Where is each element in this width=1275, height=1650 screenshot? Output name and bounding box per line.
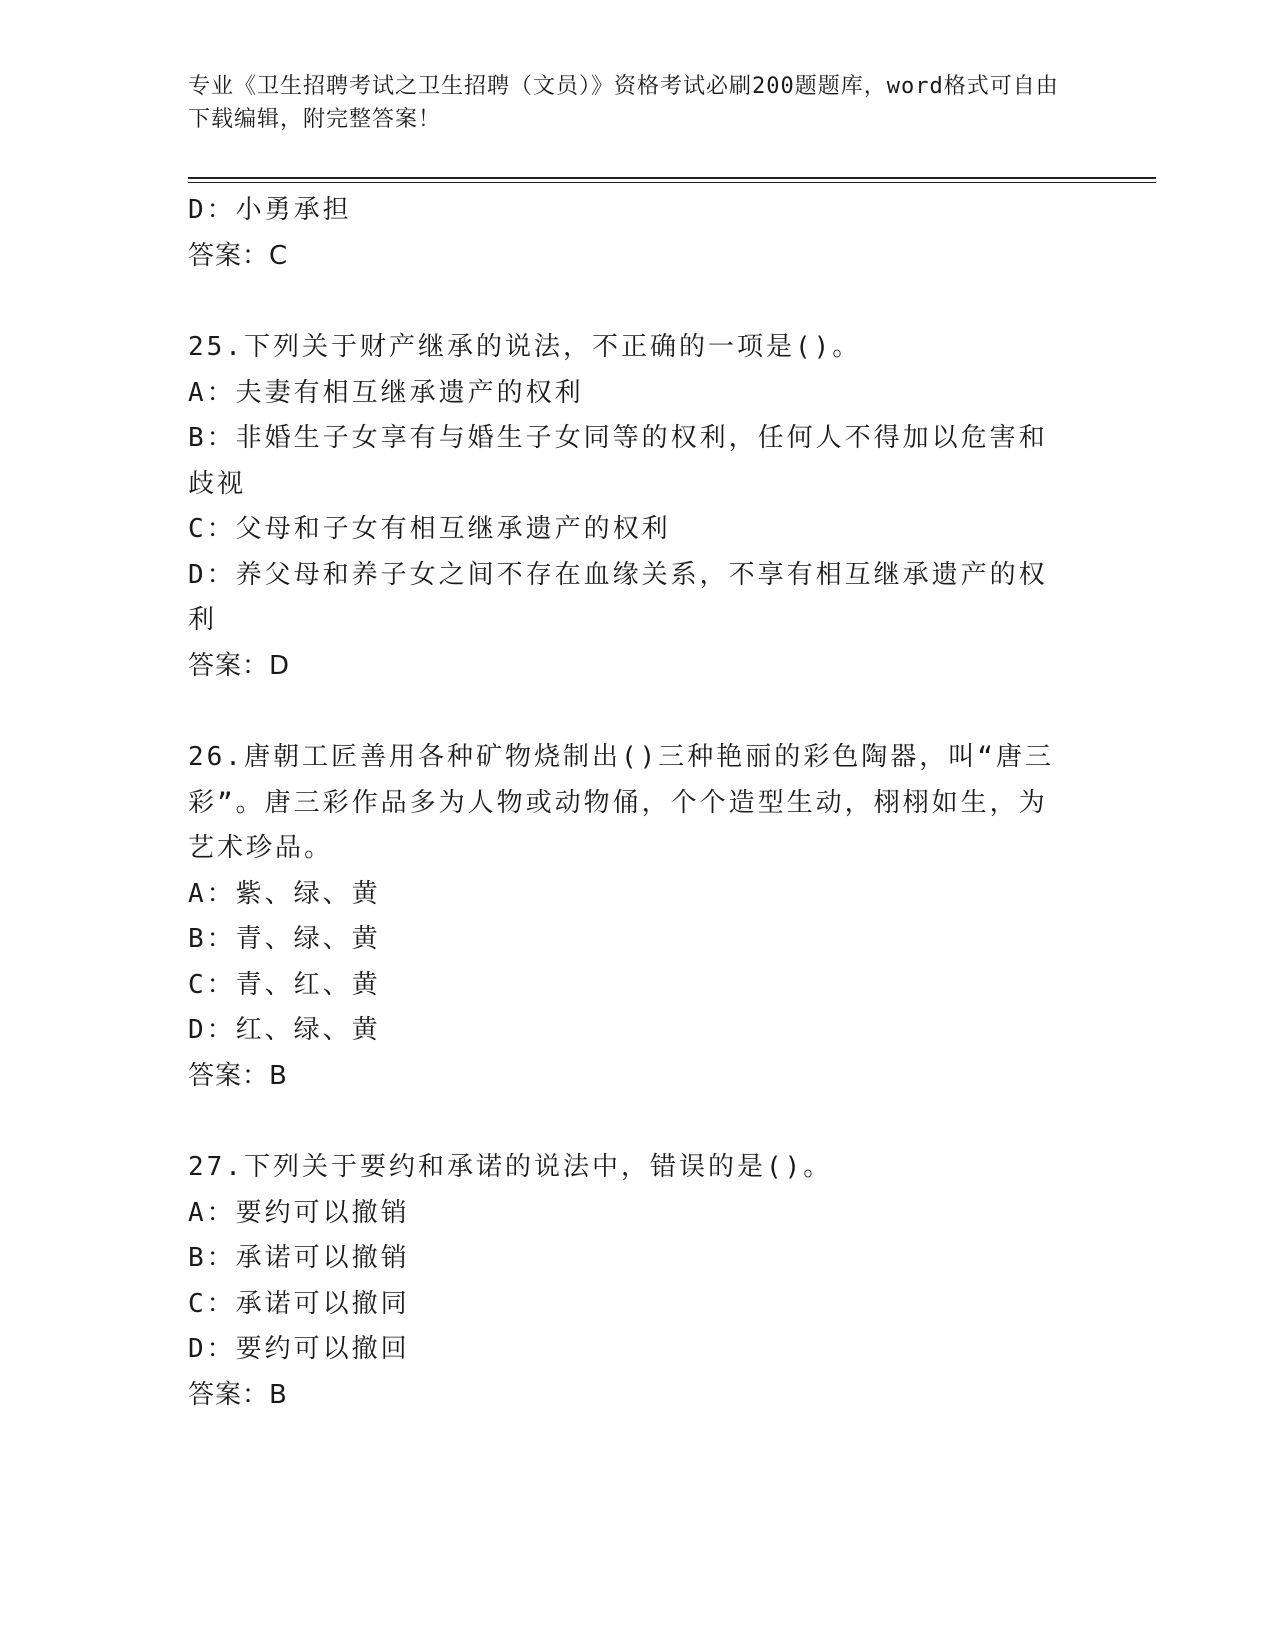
- option-a: A：紫、绿、黄: [188, 878, 381, 909]
- question-stem: 26.唐朝工匠善用各种矿物烧制出()三种艳丽的彩色陶器，叫“唐三彩”。唐三彩作品多为人物或动物俑，个个造型生动，栩栩如生，为艺术珍品。: [188, 742, 1054, 863]
- option-b: B：非婚生子女享有与婚生子女同等的权利，任何人不得加以危害和歧视: [188, 423, 1048, 499]
- question-stem: 25.下列关于财产继承的说法，不正确的一项是()。: [188, 332, 862, 362]
- option-c: C：青、红、黄: [188, 969, 381, 1000]
- header-divider-thin: [188, 182, 1156, 183]
- question-27: [188, 1145, 1068, 1418]
- answer-line: 答案：D: [188, 650, 291, 681]
- question-26: [188, 735, 1068, 1099]
- option-a: A：夫妻有相互继承遗产的权利: [188, 377, 584, 408]
- answer-line: 答案：B: [188, 1379, 288, 1410]
- option-d: D：养父母和养子女之间不存在血缘关系，不享有相互继承遗产的权利: [188, 559, 1048, 635]
- option-a: A：要约可以撤销: [188, 1197, 410, 1228]
- spacer: [188, 689, 1068, 735]
- question-stem: 27.下列关于要约和承诺的说法中，错误的是()。: [188, 1152, 833, 1182]
- spacer: [188, 1099, 1068, 1145]
- option-c: C：父母和子女有相互继承遗产的权利: [188, 514, 671, 544]
- spacer: [188, 279, 1068, 325]
- question-25: [188, 325, 1068, 689]
- question-24-continued: [188, 188, 1068, 279]
- option-c: C：承诺可以撤同: [188, 1288, 410, 1319]
- option-b: B：青、绿、黄: [188, 924, 381, 954]
- document-body: [188, 188, 1068, 1418]
- option-d: D：红、绿、黄: [188, 1015, 381, 1045]
- answer-line: 答案：B: [188, 1060, 288, 1091]
- option-d: D：小勇承担: [188, 195, 352, 225]
- page-header: [188, 70, 1068, 136]
- header-divider-thick: [188, 177, 1156, 179]
- option-b: B：承诺可以撤销: [188, 1243, 410, 1273]
- header-text: 专业《卫生招聘考试之卫生招聘（文员）》资格考试必刷200题题库，word格式可自由下载编辑，附完整答案！: [188, 74, 1059, 132]
- answer-line: 答案：C: [188, 240, 289, 271]
- option-d: D：要约可以撤回: [188, 1334, 410, 1364]
